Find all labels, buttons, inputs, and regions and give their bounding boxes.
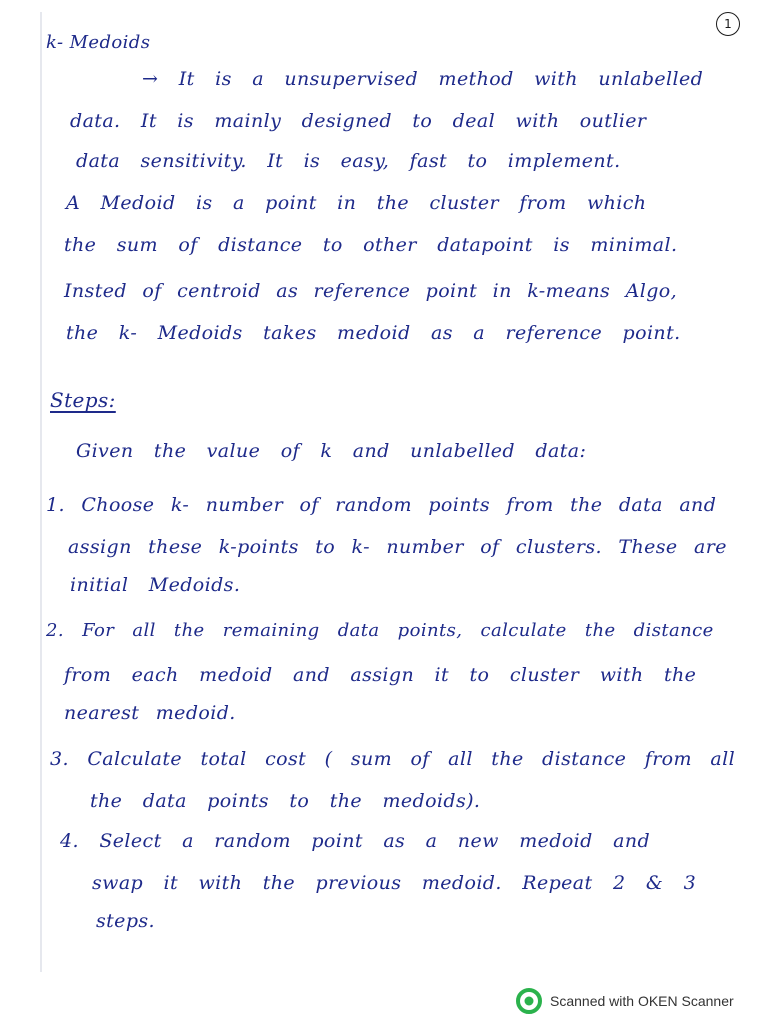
step-4-line-1: 4. Select a random point as a new medoid and bbox=[60, 830, 651, 852]
intro-line-7: the k- Medoids takes medoid as a reference point. bbox=[66, 322, 681, 344]
margin-rule bbox=[40, 12, 42, 972]
intro-line-3: data sensitivity. It is easy, fast to implement. bbox=[76, 150, 621, 172]
step-1-line-3: initial Medoids. bbox=[70, 574, 241, 596]
intro-line-6: Insted of centroid as reference point in k-means Algo, bbox=[64, 280, 678, 302]
step-4-line-2: swap it with the previous medoid. Repeat 2 & 3 bbox=[92, 872, 697, 894]
step-4-line-3: steps. bbox=[96, 910, 155, 932]
scanner-footer-text: Scanned with OKEN Scanner bbox=[550, 993, 734, 1009]
intro-line-4: A Medoid is a point in the cluster from which bbox=[66, 192, 647, 214]
scanner-footer bbox=[516, 988, 734, 1014]
intro-line-2: data. It is mainly designed to deal with outlier bbox=[70, 110, 647, 132]
step-3-line-2: the data points to the medoids). bbox=[90, 790, 481, 812]
step-1-line-1: 1. Choose k- number of random points from the data and bbox=[46, 494, 717, 516]
step-3-line-1: 3. Calculate total cost ( sum of all the distance from all bbox=[50, 748, 736, 770]
intro-line-5: the sum of distance to other datapoint is minimal. bbox=[64, 234, 678, 256]
step-2-line-2: from each medoid and assign it to cluster with the bbox=[64, 664, 697, 686]
given-line: Given the value of k and unlabelled data: bbox=[76, 440, 587, 462]
step-2-line-1: 2. For all the remaining data points, calculate the distance bbox=[46, 620, 714, 641]
step-1-line-2: assign these k-points to k- number of clusters. These are bbox=[68, 536, 727, 558]
steps-heading: Steps: bbox=[50, 388, 116, 412]
intro-line-1: → It is a unsupervised method with unlabelled bbox=[142, 68, 704, 90]
step-2-line-3: nearest medoid. bbox=[64, 702, 236, 724]
page-number: 1 bbox=[716, 12, 740, 36]
oken-scanner-logo-icon bbox=[516, 988, 542, 1014]
page-title: k- Medoids bbox=[46, 32, 151, 53]
